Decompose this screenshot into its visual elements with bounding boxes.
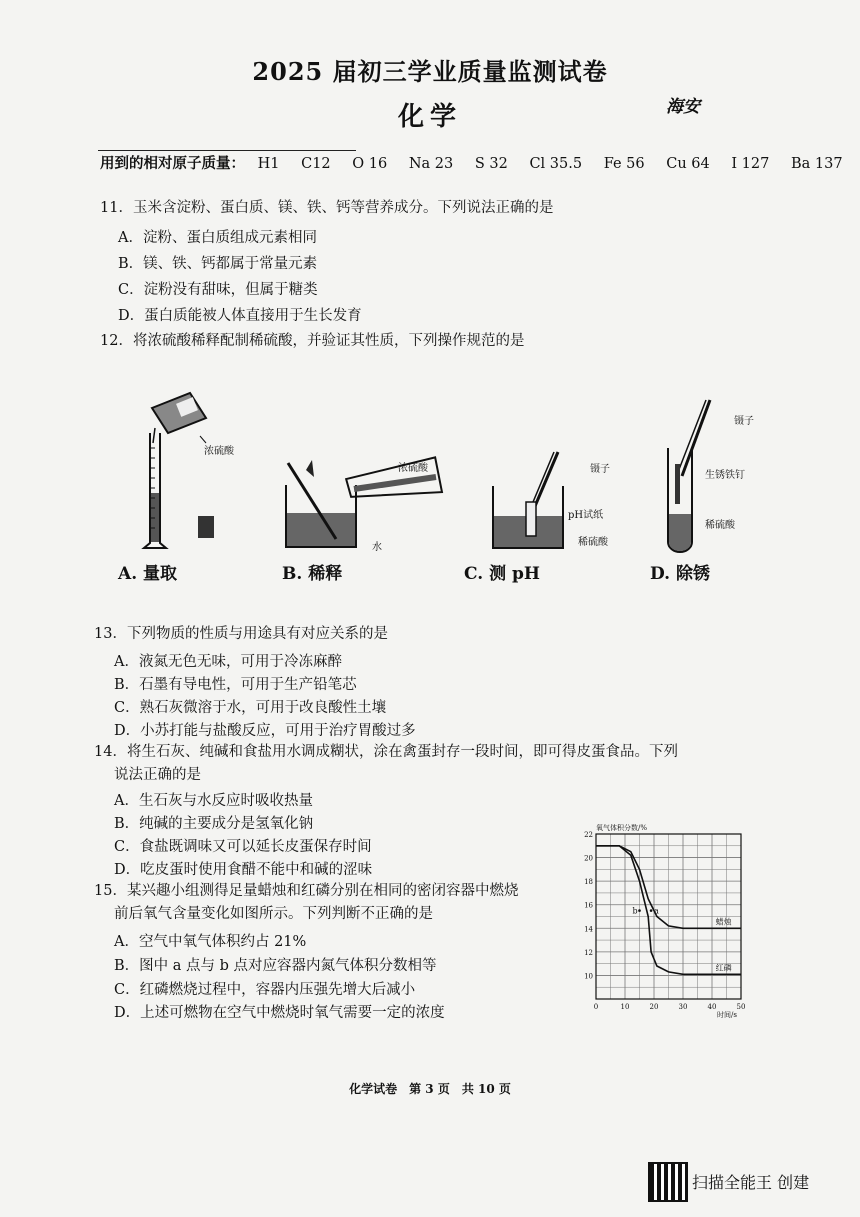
chart-point-label: b xyxy=(632,906,638,916)
subject-title: 化学 xyxy=(397,102,462,132)
q13-option-b: B．石墨有导电性，可用于生产铅笔芯 xyxy=(114,677,357,693)
chart-point-marker xyxy=(650,909,653,912)
label-dilute-d: 稀硫酸 xyxy=(705,520,735,531)
atomic-masses-label: 用到的相对原子质量： xyxy=(100,155,245,172)
mass-item: Na 23 xyxy=(408,156,454,172)
chart-series-label: 蜡烛 xyxy=(715,917,732,927)
figure-a-cylinder xyxy=(120,388,240,558)
q15-option-c: C．红磷燃烧过程中，容器内压强先增大后减小 xyxy=(114,982,416,998)
mass-item: Cu 64 xyxy=(666,156,710,172)
oxygen-chart xyxy=(578,818,750,1018)
q11-stem: 11．玉米含淀粉、蛋白质、镁、铁、钙等营养成分。下列说法正确的是 xyxy=(100,200,554,216)
label-dilute-c: 稀硫酸 xyxy=(578,537,608,548)
mass-item: O 16 xyxy=(352,156,388,172)
q11-option-c: C．淀粉没有甜味，但属于糖类 xyxy=(118,282,318,298)
chart-point-marker xyxy=(638,909,641,912)
mass-item: H1 xyxy=(257,156,280,172)
label-water: 水 xyxy=(372,542,382,553)
caption-a: A. 量取 xyxy=(118,564,178,584)
scanner-watermark: 扫描全能王 创建 xyxy=(692,1173,810,1192)
mass-item: C12 xyxy=(301,156,331,172)
chart-xtick-label: 40 xyxy=(707,1003,717,1011)
caption-d: D. 除锈 xyxy=(650,564,710,584)
label-nongliusuan-a: 浓硫酸 xyxy=(204,446,234,457)
q15-stem-line2: 前后氧气含量变化如图所示。下列判断不正确的是 xyxy=(114,906,433,922)
q14-option-d: D．吃皮蛋时使用食醋不能中和碱的涩味 xyxy=(114,862,373,878)
region-note: 海安 xyxy=(666,97,700,117)
q15-option-b: B．图中 a 点与 b 点对应容器内氮气体积分数相等 xyxy=(114,958,437,974)
chart-ytick-label: 22 xyxy=(584,831,593,839)
q13-option-a: A．液氮无色无味，可用于冷冻麻醉 xyxy=(114,654,342,670)
mass-item: Fe 56 xyxy=(603,156,645,172)
q14-option-c: C．食盐既调味又可以延长皮蛋保存时间 xyxy=(114,839,372,855)
q11-option-a: A．淀粉、蛋白质组成元素相同 xyxy=(118,230,317,246)
label-nail: 生锈铁钉 xyxy=(705,470,745,481)
chart-xtick-label: 30 xyxy=(678,1003,688,1011)
chart-xtick-label: 20 xyxy=(649,1003,659,1011)
chart-point-label: a xyxy=(654,906,659,916)
q13-stem: 13．下列物质的性质与用途具有对应关系的是 xyxy=(94,626,388,642)
chart-ytick-label: 20 xyxy=(584,854,593,863)
q15-option-d: D．上述可燃物在空气中燃烧时氧气需要一定的浓度 xyxy=(114,1005,445,1021)
chart-ytick-label: 14 xyxy=(584,925,593,934)
chart-ytick-label: 18 xyxy=(584,878,593,887)
mass-item: I 127 xyxy=(731,156,770,172)
mass-item: Cl 35.5 xyxy=(529,156,583,172)
q11-option-d: D．蛋白质能被人体直接用于生长发育 xyxy=(118,308,362,324)
q15-stem-line1: 15．某兴趣小组测得足量蜡烛和红磷分别在相同的密闭容器中燃烧 xyxy=(94,883,519,899)
page-footer: 化学试卷 第 3 页 共 10 页 xyxy=(349,1082,511,1096)
chart-xlabel: 时间/s xyxy=(717,1011,737,1019)
mass-item: S 32 xyxy=(474,156,508,172)
label-tweezers-c: 镊子 xyxy=(590,464,610,475)
q12-stem: 12．将浓硫酸稀释配制稀硫酸，并验证其性质，下列操作规范的是 xyxy=(100,333,525,349)
label-tweezers-d: 镊子 xyxy=(734,416,754,427)
atomic-masses xyxy=(100,152,860,173)
chart-xtick-label: 10 xyxy=(620,1003,630,1011)
qr-code-icon xyxy=(648,1162,688,1202)
figure-c-ph-test xyxy=(488,448,578,554)
chart-xtick-label: 0 xyxy=(593,1003,599,1011)
q14-stem-line2: 说法正确的是 xyxy=(114,767,201,783)
chart-series-label: 红磷 xyxy=(715,963,732,973)
chart-ylabel: 氧气体积分数/% xyxy=(596,824,648,832)
q13-option-d: D．小苏打能与盐酸反应，可用于治疗胃酸过多 xyxy=(114,723,416,739)
caption-c: C. 测 pH xyxy=(464,564,540,584)
chart-xtick-label: 50 xyxy=(736,1003,746,1011)
q15-option-a: A．空气中氧气体积约占 21% xyxy=(114,934,307,950)
mass-item: Ba 137 xyxy=(790,156,843,172)
q14-option-a: A．生石灰与水反应时吸收热量 xyxy=(114,793,313,809)
chart-ytick-label: 16 xyxy=(584,901,593,910)
figure-b-beaker xyxy=(266,455,466,555)
label-ph-paper: pH试纸 xyxy=(568,510,604,521)
chart-ytick-label: 12 xyxy=(584,948,593,957)
chart-ytick-label: 10 xyxy=(584,972,593,981)
q13-option-c: C．熟石灰微溶于水，可用于改良酸性土壤 xyxy=(114,700,387,716)
q11-option-b: B．镁、铁、钙都属于常量元素 xyxy=(118,256,318,272)
q14-option-b: B．纯碱的主要成分是氢氧化钠 xyxy=(114,816,314,832)
label-nongliusuan-b: 浓硫酸 xyxy=(398,463,428,474)
q14-stem-line1: 14．将生石灰、纯碱和食盐用水调成糊状，涂在禽蛋封存一段时间，即可得皮蛋食品。下列 xyxy=(94,744,678,760)
caption-b: B. 稀释 xyxy=(282,564,343,584)
header-rule xyxy=(98,150,356,151)
exam-title: 2025 届初三学业质量监测试卷 xyxy=(252,57,608,86)
